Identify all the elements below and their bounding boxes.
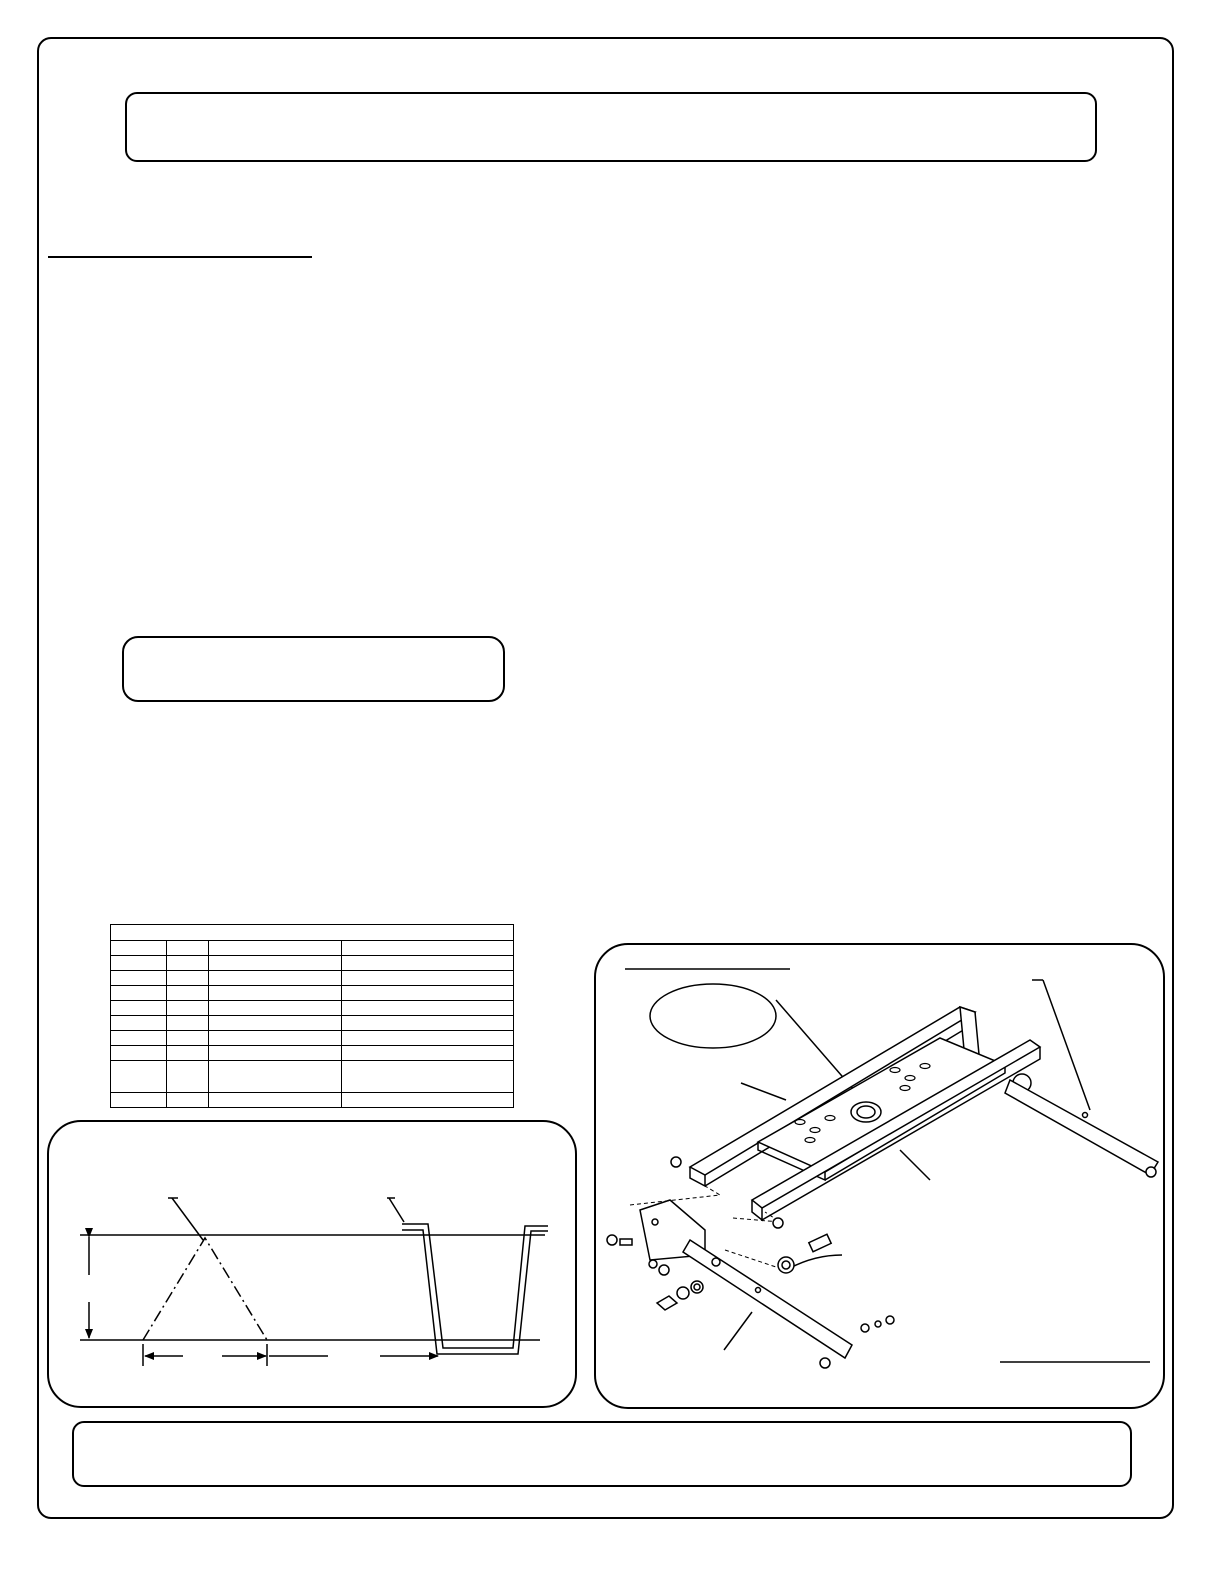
measurement-diagram	[80, 1198, 548, 1366]
right-side-arm	[1005, 1080, 1158, 1175]
fasteners	[607, 1157, 894, 1368]
leader-line	[790, 1255, 842, 1268]
leader-line	[172, 1198, 203, 1240]
explode-line	[630, 1186, 720, 1205]
dashed-triangle	[143, 1238, 267, 1340]
leader-line	[389, 1198, 404, 1222]
leader-line	[724, 1312, 752, 1350]
explode-line	[725, 1250, 785, 1270]
exploded-assembly	[607, 969, 1158, 1368]
leader-line	[1043, 980, 1090, 1110]
arm-hole	[1083, 1113, 1088, 1118]
channel-profile-inner	[402, 1230, 548, 1354]
arm-nut	[1146, 1167, 1156, 1177]
leader-line	[741, 1083, 786, 1100]
left-side-arm	[683, 1240, 852, 1358]
callout-bubble	[650, 984, 776, 1048]
leader-line	[900, 1150, 930, 1180]
